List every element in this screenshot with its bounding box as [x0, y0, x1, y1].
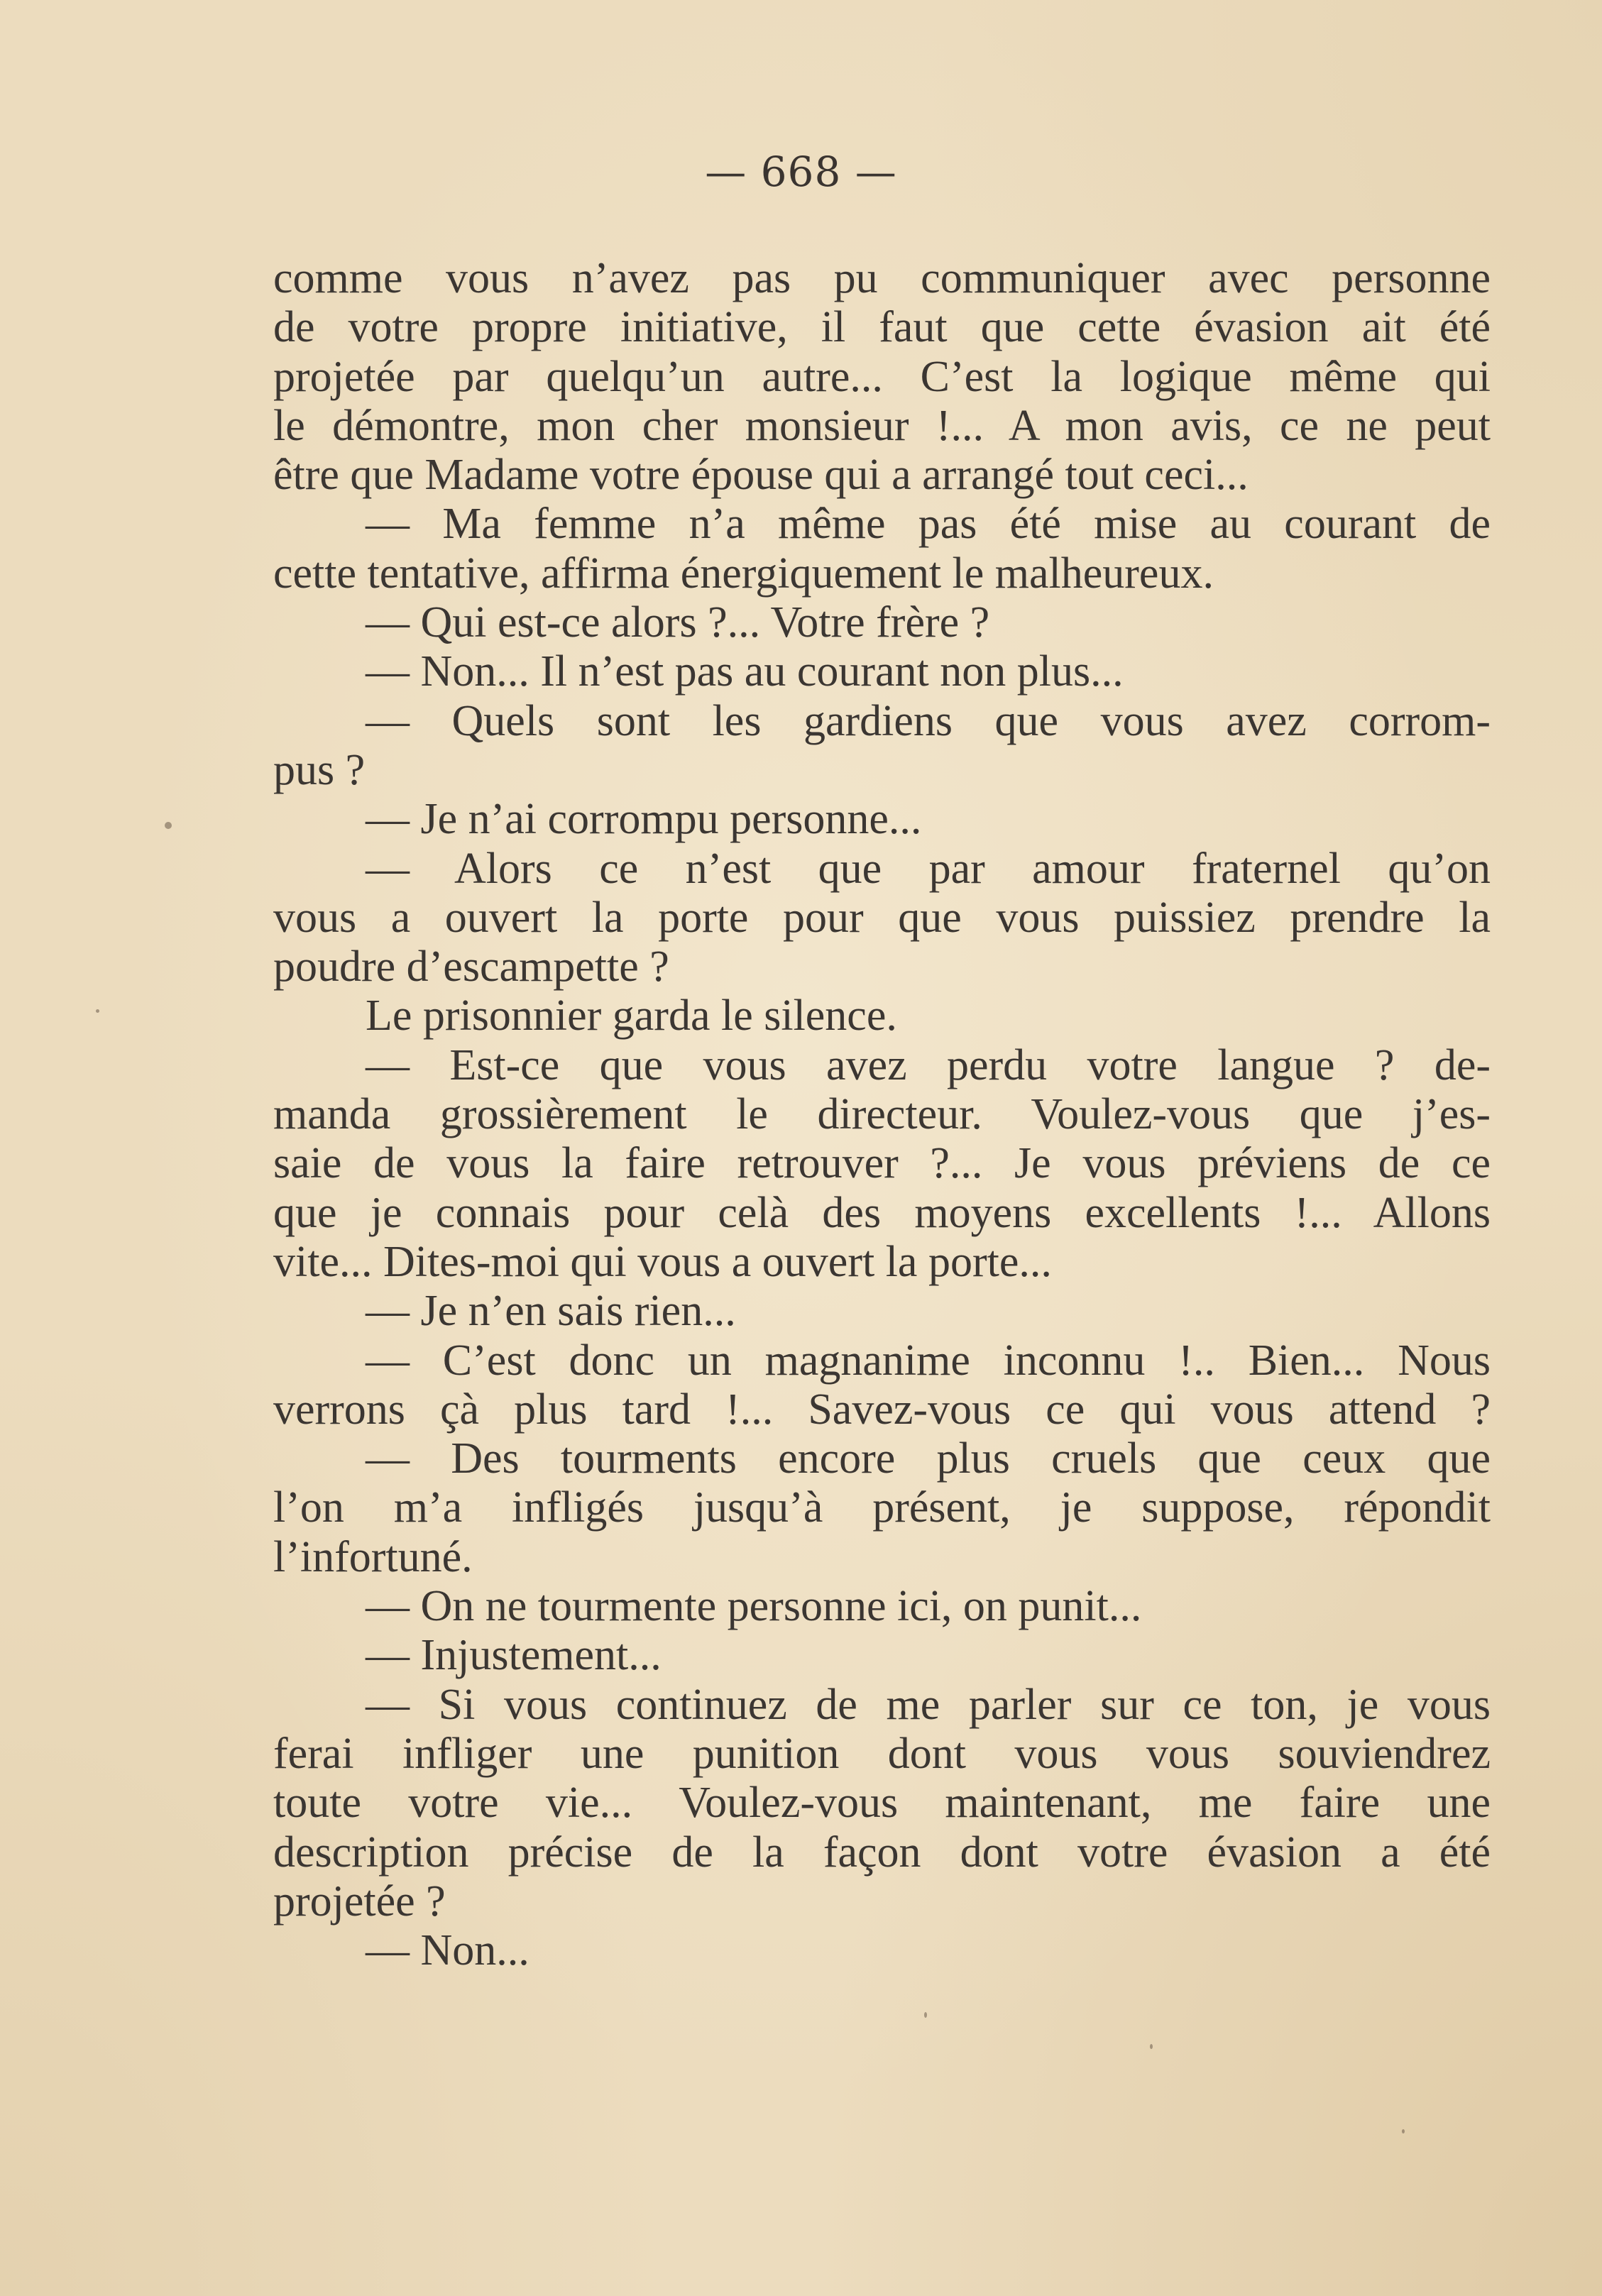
- text-line: comme vous n’avez pas pu communiquer avec personne: [273, 254, 1491, 302]
- text-line: manda grossièrement le directeur. Voulez-vous que j’es-: [273, 1090, 1491, 1139]
- text-line: — Injustement...: [366, 1631, 662, 1680]
- text-line: saie de vous la faire retrouver ?... Je vous préviens de ce: [273, 1139, 1491, 1188]
- text-line: — Ma femme n’a même pas été mise au courant de: [366, 500, 1491, 549]
- paper-speck: [924, 2012, 927, 2018]
- text-line: cette tentative, affirma énergiquement le malheureux.: [273, 549, 1214, 598]
- text-line: — Je n’ai corrompu personne...: [366, 795, 922, 844]
- text-line: être que Madame votre épouse qui a arrangé tout ceci...: [273, 451, 1249, 500]
- text-line: projetée ?: [273, 1877, 446, 1926]
- text-line: — On ne tourmente personne ici, on punit...: [366, 1582, 1142, 1631]
- text-line: — Je n’en sais rien...: [366, 1287, 736, 1336]
- text-line: l’on m’a infligés jusqu’à présent, je suppose, répondit: [273, 1483, 1491, 1532]
- paper-speck: [1402, 2129, 1405, 2133]
- text-line: — Quels sont les gardiens que vous avez corrom-: [366, 696, 1491, 745]
- text-line: — Non...: [366, 1926, 530, 1975]
- text-line: vous a ouvert la porte pour que vous puissiez prendre la: [273, 893, 1491, 942]
- text-line: poudre d’escampette ?: [273, 943, 669, 992]
- text-line: toute votre vie... Voulez-vous maintenant, me faire une: [273, 1779, 1491, 1828]
- text-line: — Des tourments encore plus cruels que ceux que: [366, 1434, 1491, 1483]
- text-line: — Qui est-ce alors ?... Votre frère ?: [366, 598, 990, 647]
- page-number: — 668 —: [705, 148, 897, 196]
- text-line: ferai infliger une punition dont vous vous souviendrez: [273, 1729, 1491, 1778]
- text-line: — Alors ce n’est que par amour fraternel qu’on: [366, 844, 1491, 893]
- text-line: pus ?: [273, 745, 366, 794]
- text-line: — Est-ce que vous avez perdu votre langue ? de-: [366, 1040, 1491, 1089]
- paper-speck: [165, 822, 172, 829]
- page-body-text: [273, 254, 1491, 1975]
- text-line: que je connais pour celà des moyens excellents !... Allons: [273, 1188, 1491, 1237]
- text-line: — Non... Il n’est pas au courant non plus...: [366, 647, 1124, 696]
- paper-speck: [96, 1009, 99, 1013]
- text-line: le démontre, mon cher monsieur !... A mon avis, ce ne peut: [273, 401, 1491, 450]
- text-line: l’infortuné.: [273, 1532, 473, 1581]
- text-line: verrons çà plus tard !... Savez-vous ce qui vous attend ?: [273, 1385, 1491, 1434]
- text-line: vite... Dites-moi qui vous a ouvert la porte...: [273, 1237, 1052, 1286]
- text-line: projetée par quelqu’un autre... C’est la logique même qui: [273, 352, 1491, 401]
- text-line: Le prisonnier garda le silence.: [366, 992, 897, 1040]
- text-line: — C’est donc un magnanime inconnu !.. Bien... Nous: [366, 1336, 1491, 1385]
- text-line: description précise de la façon dont votre évasion a été: [273, 1828, 1491, 1877]
- text-line: de votre propre initiative, il faut que cette évasion ait été: [273, 303, 1491, 352]
- text-line: — Si vous continuez de me parler sur ce ton, je vous: [366, 1680, 1491, 1729]
- paper-speck: [1150, 2044, 1153, 2049]
